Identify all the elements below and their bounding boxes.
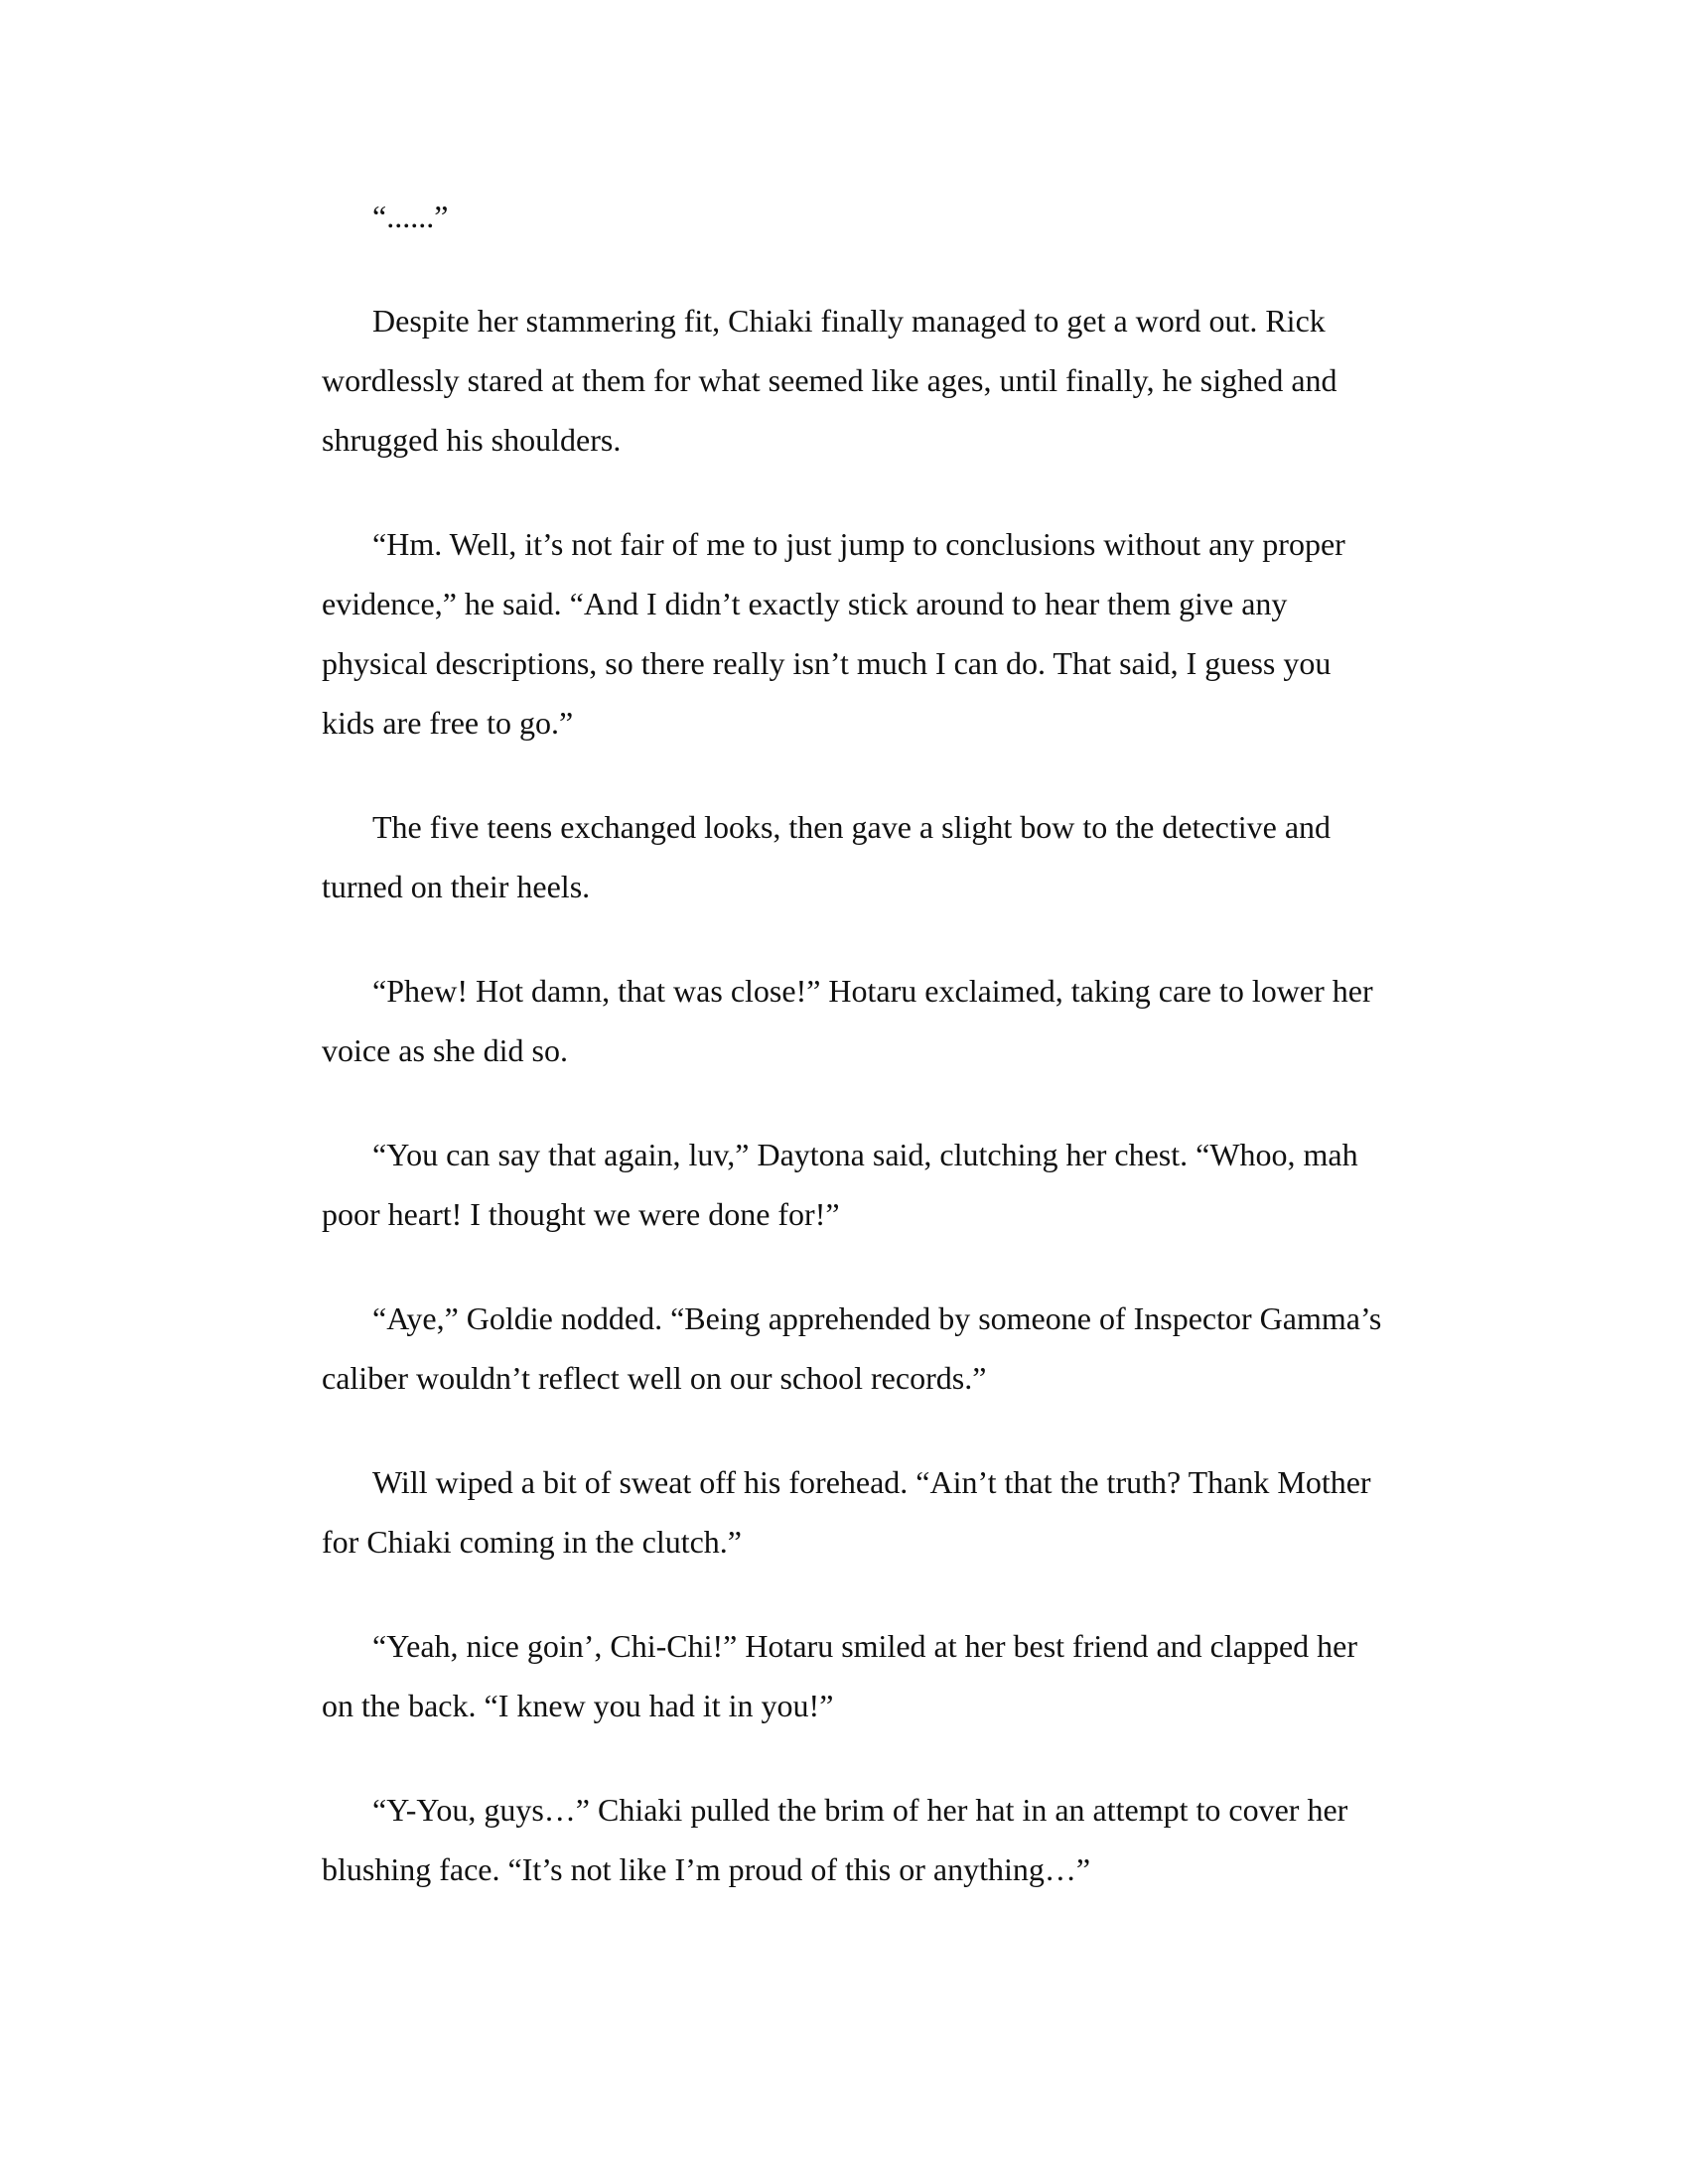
paragraph-chiaki-blush: “Y-You, guys…” Chiaki pulled the brim of her hat in an attempt to cover her blushing face. “It’s not like I’m proud of this or anything…”: [322, 1792, 1348, 1887]
paragraph-chiaki-word: Despite her stammering fit, Chiaki finally managed to get a word out. Rick wordlessly stared at them for what seemed like ages, until finally, he sighed and shrugged his shoulders.: [322, 303, 1337, 458]
paragraph-will: Will wiped a bit of sweat off his forehead. “Ain’t that the truth? Thank Mother for Chiaki coming in the clutch.”: [322, 1464, 1371, 1560]
paragraph-ellipsis-quote: “......”: [372, 199, 449, 234]
paragraph-hotaru-praise: “Yeah, nice goin’, Chi-Chi!” Hotaru smiled at her best friend and clapped her on the back. “I knew you had it in you!”: [322, 1628, 1357, 1723]
paragraph-goldie: “Aye,” Goldie nodded. “Being apprehended by someone of Inspector Gamma’s caliber wouldn’t reflect well on our school records.”: [322, 1300, 1382, 1396]
paragraph-rick-speech: “Hm. Well, it’s not fair of me to just jump to conclusions without any proper evidence,” he said. “And I didn’t exactly stick around to hear them give any physical descriptions, so there really isn’t much I can do. That said, I guess you kids are free to go.”: [322, 526, 1345, 741]
paragraph-daytona: “You can say that again, luv,” Daytona said, clutching her chest. “Whoo, mah poor heart! I thought we were done for!”: [322, 1137, 1358, 1232]
body-text: [322, 187, 1384, 1899]
paragraph-hotaru-phew: “Phew! Hot damn, that was close!” Hotaru exclaimed, taking care to lower her voice as she did so.: [322, 973, 1373, 1068]
paragraph-teens-bow: The five teens exchanged looks, then gave a slight bow to the detective and turned on their heels.: [322, 809, 1332, 904]
